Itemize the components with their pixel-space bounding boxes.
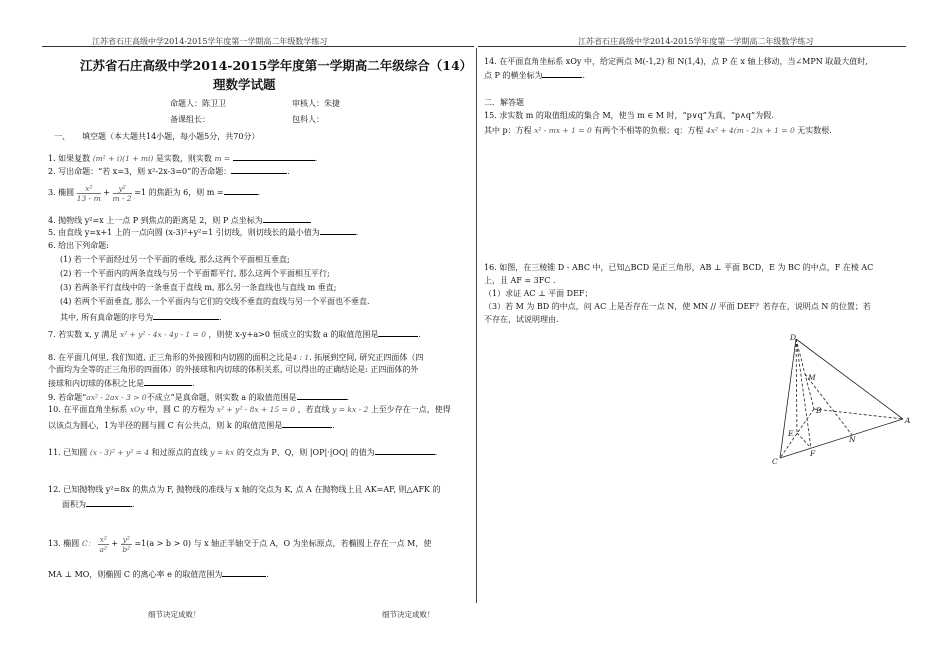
question-8-line-3: 接球和内切球的体积之比是 . <box>48 376 195 389</box>
header-rule-right <box>478 46 906 47</box>
tetrahedron-figure <box>770 330 915 470</box>
segment-MN <box>805 374 852 435</box>
question-8-line-2: 个面均为全等的正三角形的四面体）的外接球和内切球的体积关系, 可以得出的正确结论是: 正四面体的外 <box>48 365 419 374</box>
question-9: 9. 若命题“ax² - 2ax - 3 > 0不成立”是真命题，则实数 a 的取值范围是 . <box>48 390 349 403</box>
page-header-left: 江苏省石庄高级中学2014-2015学年度第一学期高二年级数学练习 <box>92 37 328 46</box>
label-M: M <box>808 373 816 382</box>
question-12-line-2: 面积为 . <box>62 497 135 510</box>
segment-DE <box>796 339 797 433</box>
question-2: 2. 写出命题：“若 x=3，则 x²-2x-3=0”的否命题： . <box>48 164 290 177</box>
question-6-item-5: 其中, 所有真命题的序号为 . <box>60 310 222 323</box>
answer-blank <box>320 225 356 235</box>
answer-blank <box>263 213 311 223</box>
label-A: A <box>905 416 911 425</box>
question-10-line-2: 以该点为圆心，1为半径的圆与圆 C 有公共点，则 k 的取值范围是 . <box>48 418 335 431</box>
question-14-line-2: 点 P 的横坐标为 . <box>484 68 585 81</box>
label-N: N <box>849 435 856 444</box>
answer-blank <box>144 376 192 386</box>
page-header-right: 江苏省石庄高级中学2014-2015学年度第一学期高二年级数学练习 <box>578 37 814 46</box>
meta-group: 备课组长： <box>170 115 210 124</box>
answer-blank <box>375 445 435 455</box>
edge-DC <box>780 339 796 458</box>
question-7: 7. 若实数 x, y 满足 x² + y² - 4x - 4y - 1 = 0 ，则使 x-y+a>0 恒成立的实数 a 的取值范围是 . <box>48 327 421 340</box>
answer-blank <box>542 68 582 78</box>
header-rule-left <box>42 46 474 47</box>
answer-blank <box>231 164 287 174</box>
paper-subtitle: 理数学试题 <box>213 77 276 92</box>
section-number: 一、 <box>54 132 70 141</box>
question-16-part-1: （1）求证 AC ⊥ 平面 DEF； <box>484 289 593 298</box>
label-C: C <box>772 457 778 466</box>
answer-blank <box>224 185 258 195</box>
question-16-line-2: 上，且 AF = 3FC . <box>484 276 556 285</box>
answer-blank <box>222 567 266 577</box>
question-16-part-3-line-1: （3）若 M 为 BD 的中点，问 AC 上是否存在一点 N，使 MN // 平面 DEF？若存在，说明点 N 的位置；若 <box>484 302 871 311</box>
label-F: F <box>810 449 816 458</box>
question-6-item-2: (2) 若一个平面内的两条直线与另一个平面都平行, 那么这两个平面相互平行; <box>60 269 330 278</box>
question-6-item-1: (1) 若一个平面经过另一个平面的垂线, 那么这两个平面相互垂直; <box>60 255 290 264</box>
answer-blank <box>282 418 332 428</box>
answer-blank <box>378 327 418 337</box>
question-14-line-1: 14. 在平面直角坐标系 xOy 中，给定两点 M(-1,2) 和 N(1,4)，点 P 在 x 轴上移动，当∠MPN 取最大值时, <box>484 57 868 66</box>
column-divider <box>476 48 477 603</box>
label-D: D <box>790 333 797 342</box>
question-16-part-3-line-2: 不存在，试说明理由. <box>484 315 559 324</box>
label-B: B <box>816 406 822 415</box>
edge-CA <box>780 419 903 458</box>
page-footer-left: 细节决定成败！ <box>148 610 201 619</box>
answer-blank <box>297 390 347 400</box>
answer-blank <box>86 497 132 507</box>
question-13-line-2: MA ⊥ MO，则椭圆 C 的离心率 e 的取值范围为 . <box>48 567 269 580</box>
meta-teacher: 包科人： <box>292 115 324 124</box>
question-13-line-1: 13. 椭圆 C： $\frac{\text{x²}}{\text{a²}}$ + $\frac{\text{y²}}{\text{b²}}$ =1(a > b > 0) 与 x 轴正半轴交于点 A，O 为坐标原点，若椭圆上存在一点 M，使 <box>48 534 432 554</box>
label-E: E <box>788 429 794 438</box>
section-heading: 填空题（本大题共14小题，每小题5分，共70分） <box>82 132 260 141</box>
question-6: 6. 给出下列命题: <box>48 241 109 250</box>
paper-title: 江苏省石庄高级中学2014-2015学年度第一学期高二年级综合（14） <box>80 58 473 73</box>
question-15-line-2: 其中 p：方程 x² - mx + 1 = 0 有两个不相等的负根；q：方程 4x² + 4(m - 2)x + 1 = 0 无实数根. <box>484 126 832 135</box>
edge-BA <box>814 409 903 419</box>
question-4: 4. 抛物线 y²=x 上一点 P 到焦点的距离是 2，则 P 点坐标为 <box>48 213 311 226</box>
question-6-item-3: (3) 若两条平行直线中的一条垂直于直线 m, 那么另一条直线也与直线 m 垂直; <box>60 283 337 292</box>
question-6-item-4: (4) 若两个平面垂直, 那么一个平面内与它们的交线不垂直的直线与另一个平面也不垂直. <box>60 297 370 306</box>
question-1: 1. 如果复数 (m² + i)(1 + mi) 是实数，则实数 m = . <box>48 151 317 164</box>
question-5: 5. 由直线 y=x+1 上的一点向圆 (x-3)²+y²=1 引切线，则切线长的最小值为 . <box>48 225 358 238</box>
answer-blank <box>233 151 315 161</box>
question-16-line-1: 16. 如图，在三棱锥 D - ABC 中，已知△BCD 是正三角形，AB ⊥ 平面 BCD，E 为 BC 的中点，F 在棱 AC <box>484 263 874 272</box>
question-15-line-1: 15. 求实数 m 的取值组成的集合 M，使当 m ∈ M 时，“p∨q”为真，“p∧q”为假. <box>484 111 774 120</box>
meta-author: 命题人：陈卫卫 <box>170 99 226 108</box>
question-3: 3. 椭圆 $\frac{\text{x²}}{13 - m}$ + $\frac{\text{y²}}{m - 2}$ =1 的焦距为 6，则 m = . <box>48 183 261 203</box>
page-footer-right: 细节决定成败！ <box>382 610 435 619</box>
question-8-line-1: 8. 在平面几何里, 我们知道, 正三角形的外接圆和内切圆的面积之比是4 : 1. 拓展到空间, 研究正四面体（四 <box>48 353 424 362</box>
section-2-heading: 二．解答题 <box>484 98 524 107</box>
question-10-line-1: 10. 在平面直角坐标系 xOy 中，圆 C 的方程为 x² + y² - 8x + 15 = 0 ，若直线 y = kx - 2 上至少存在一点，使得 <box>48 405 451 414</box>
question-12-line-1: 12. 已知抛物线 y²=8x 的焦点为 F, 抛物线的准线与 x 轴的交点为 K, 点 A 在抛物线上且 AK=AF, 则△AFK 的 <box>48 485 441 494</box>
meta-reviewer: 审核人：朱捷 <box>292 99 340 108</box>
question-11: 11. 已知圆 (x - 3)² + y² = 4 和过原点的直线 y = kx 的交点为 P、Q，则 |OP|·|OQ| 的值为 . <box>48 445 437 458</box>
answer-blank <box>153 310 219 320</box>
